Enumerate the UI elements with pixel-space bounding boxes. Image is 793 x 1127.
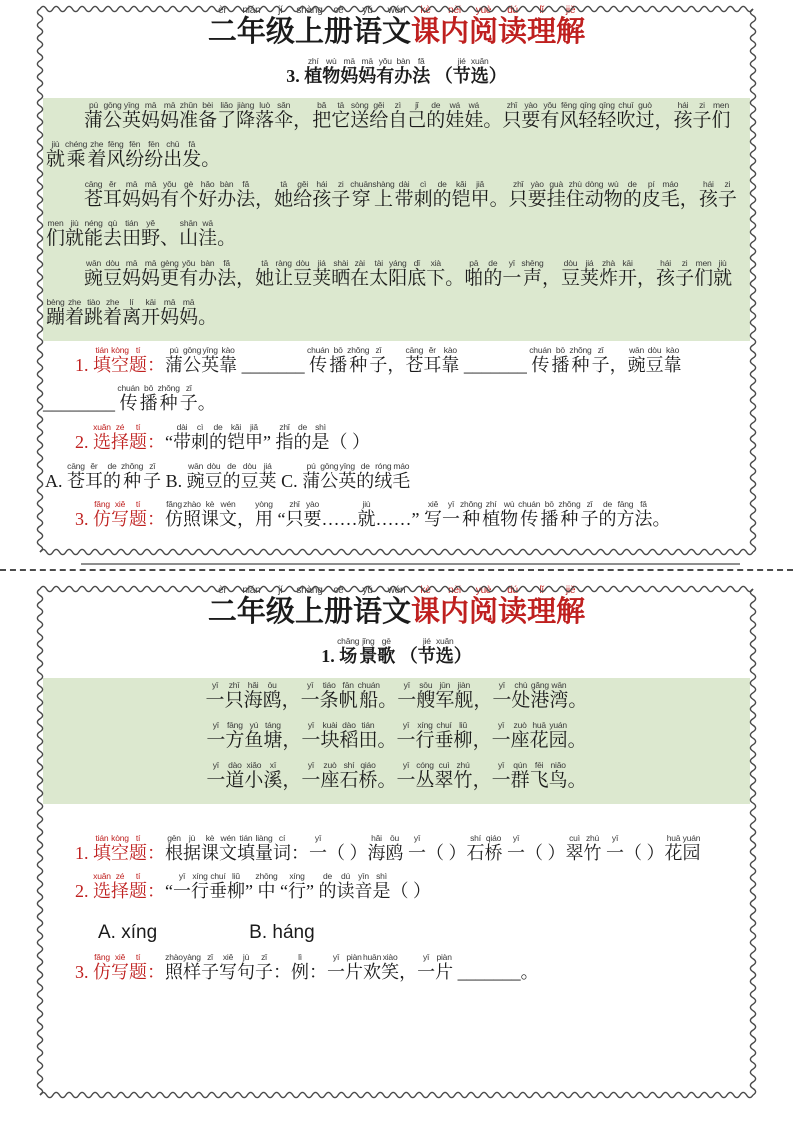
- question-label: 3. 仿fǎng写xiě题tí：: [75, 499, 165, 530]
- reading-passage-1: [43, 98, 750, 341]
- question-label: 2. 选xuǎn择zé题tí：: [75, 871, 165, 902]
- question-imitation: [43, 500, 750, 539]
- reading-passage-2: [43, 678, 750, 804]
- title-course-part: 二èr年nián级jí上shàng册cè语yǔ文wén: [207, 5, 411, 48]
- passage-paragraph: 苍cāng耳ěr妈mā妈mā有yǒu个gè好hǎo办bàn法fǎ，她tā给gěi孩hái子zi穿chuān上shàng带dài刺cì的de铠kǎi甲jiǎ。只zhǐ要yào挂guà住zhù动dòng物wù的de皮pí毛máo，孩hái子zi们men就jiù能néng去qù田tián野yě、山shān洼wā。: [46, 178, 737, 249]
- question-imitation: [43, 953, 750, 992]
- poem-line: 一yī只zhī海hǎi鸥ōu，一yī条tiáo帆fān船chuán。一yī艘sōu军jūn舰jiàn，一yī处chù港gǎng湾wān。: [205, 679, 588, 711]
- choice-option-a: A. xíng: [98, 921, 158, 943]
- choice-option-b: B. háng: [249, 921, 315, 943]
- cut-line-separator: [0, 569, 793, 571]
- question-fill-blank: [43, 346, 750, 423]
- poem-line: 一yī道dào小xiǎo溪xī，一yī座zuò石shí桥qiáo。一yī丛cóng翠cuì竹zhú，一yī群qún飞fēi鸟niǎo。: [206, 759, 587, 791]
- choice-options: [98, 917, 750, 949]
- question-multiple-choice: [43, 423, 750, 462]
- passage-paragraph: 豌wān豆dòu妈mā妈mā更gèng有yǒu办bàn法fǎ，她tā让ràng豆dòu荚jiá晒shài在zài太tài阳yáng底dǐ下xià。啪pā的de一yī声shēng，豆dòu荚jiá炸zhà开kāi，孩hái子zi们men就jiù蹦bèng着zhe跳tiào着zhe离lí开kāi妈mā妈mā。: [46, 257, 733, 328]
- passage-paragraph: 蒲pú公gōng英yīng妈mā妈mā准zhǔn备bèi了liǎo降jiàng落luò伞sǎn，把bǎ它tā送sòng给gěi自zì己jǐ的de娃wá娃wá。只zhǐ要yào有yǒu风fēng轻qīng轻qīng吹chuī过guò，孩hái子zi们men就jiù乘chéng着zhe风fēng纷fēn纷fēn出chū发fā。: [46, 99, 731, 170]
- question-text: 照zhào样yàng子zǐ写xiě句jù子zǐ：例lì：一yī片piàn欢huān笑xiào，一yī片piàn _______。: [165, 952, 539, 983]
- poem-line: 一yī方fāng鱼yú塘táng，一yī块kuài稻dào田tián。一yī行xíng垂chuí柳liǔ，一yī座zuò花huā园yuán。: [206, 719, 587, 751]
- title-course-part: 二èr年nián级jí上shàng册cè语yǔ文wén: [207, 585, 411, 628]
- question-fill-blank: [43, 834, 750, 873]
- title-topic-part: 课kè内nèi阅yuè读dú理lǐ解jiě: [411, 5, 586, 48]
- question-text: “一yī行xíng垂chuí柳liǔ” 中zhōng “行xíng” 的de读dú音yīn是shì（ ）: [165, 871, 431, 902]
- lesson-title-2: 1. 场chǎng景jǐng歌gē （节jié选xuǎn）: [321, 635, 472, 666]
- question-text: 蒲pú公gōng英yīng靠kào _______ 传chuán播bō种zhǒng子zǐ，苍cāng耳ěr靠kào _______ 传chuán播bō种zhǒng子zǐ，豌wān豆dòu靠kào ________ 传chuán播bō种zhǒng子zǐ。: [43, 344, 682, 414]
- question-label: 2. 选xuǎn择zé题tí：: [75, 421, 165, 452]
- question-text: 根gēn据jù课kè文wén填tián量liàng词cí：一yī（ ）海hǎi鸥ōu 一yī（ ）石shí桥qiáo 一yī（ ）翠cuì竹zhú 一yī（ ）花huā园yuán: [165, 832, 701, 863]
- page-title: [43, 5, 750, 55]
- answer-blank-line: [81, 563, 740, 565]
- question-label: 1. 填tián空kòng题tí：: [75, 344, 165, 375]
- question-label: 3. 仿fǎng写xiě题tí：: [75, 952, 165, 983]
- lesson-title-1: 3. 植zhí物wù妈mā妈mā有yǒu办bàn法fǎ （节jié选xuǎn）: [286, 55, 507, 86]
- question-multiple-choice: [43, 872, 750, 911]
- question-text: 仿fǎng照zhào课kè文wén，用yòng “只zhǐ要yào……就jiù……” 写xiě一yī种zhǒng植zhí物wù传chuán播bō种zhǒng子zǐ的de方fāng法fǎ。: [165, 499, 671, 530]
- worksheet-card-2: [36, 585, 757, 1099]
- page-title: [43, 585, 750, 635]
- question-text: “带dài刺cì的de铠kǎi甲jiǎ” 指zhǐ的de是shì（ ）: [165, 421, 370, 452]
- question-block-1: [43, 346, 750, 565]
- title-topic-part: 课kè内nèi阅yuè读dú理lǐ解jiě: [411, 585, 586, 628]
- question-block-2: [43, 834, 750, 992]
- question-label: 1. 填tián空kòng题tí：: [75, 832, 165, 863]
- choice-options: A. 苍cāng耳ěr的de种zhǒng子zǐ B. 豌wān豆dòu的de豆dòu荚jiá C. 蒲pú公gōng英yīng的de绒róng毛máo: [45, 460, 411, 491]
- worksheet-card-1: [36, 5, 757, 556]
